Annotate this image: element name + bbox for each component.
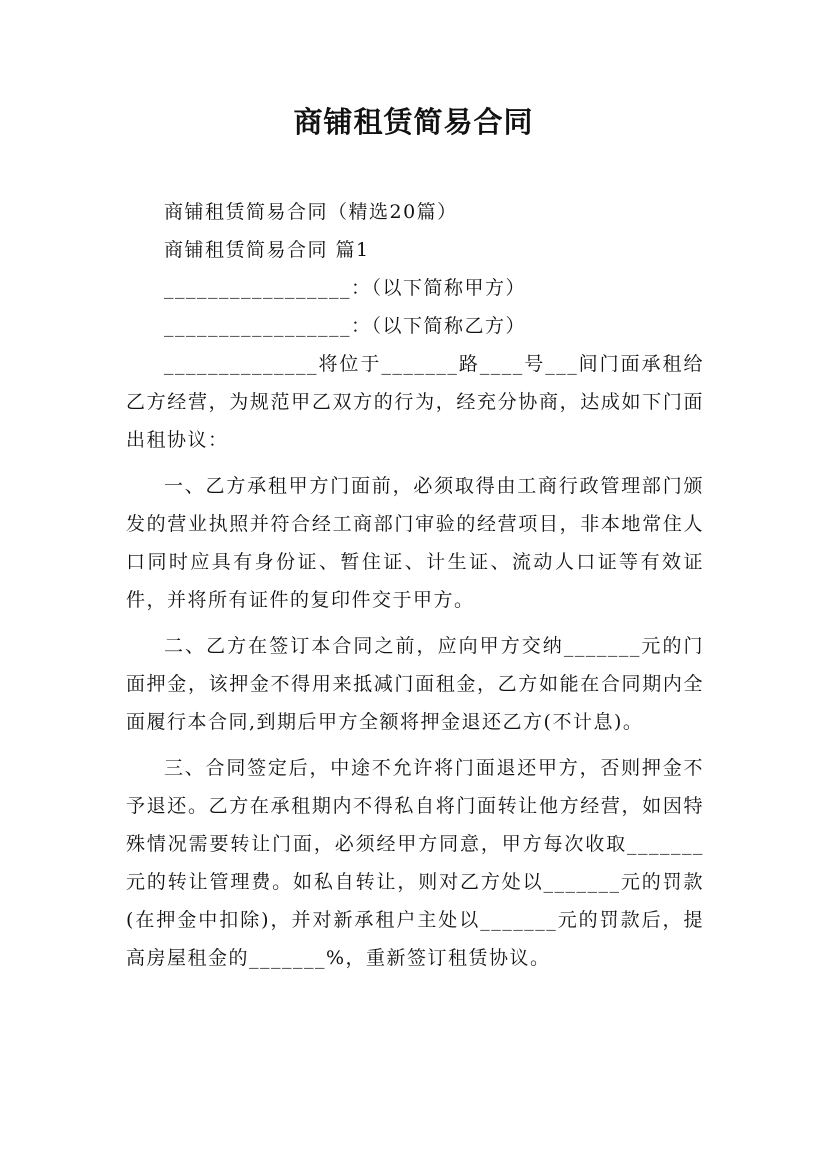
- party-b-line: _________________：（以下简称乙方）: [164, 315, 527, 337]
- document-title: 商铺租赁简易合同: [293, 105, 534, 139]
- clause-2: 二、乙方在签订本合同之前，应向甲方交纳_______元的门面押金，该押金不得用来抵减门面租金，乙方如能在合同期内全面履行本合同,到期后甲方全额将押金退还乙方(不计息)。: [126, 635, 704, 733]
- section-heading: 商铺租赁简易合同 篇1: [164, 239, 370, 261]
- clause-1: 一、乙方承租甲方门面前，必须取得由工商行政管理部门颁发的营业执照并符合经工商部门审验的经营项目，非本地常住人口同时应具有身份证、暂住证、计生证、流动人口证等有效证件，并将所有证件的复印件交于甲方。: [126, 475, 704, 611]
- party-a-line: _________________：（以下简称甲方）: [164, 277, 527, 299]
- clause-3: 三、合同签定后，中途不允许将门面退还甲方，否则押金不予退还。乙方在承租期内不得私自将门面转让他方经营，如因特殊情况需要转让门面，必须经甲方同意，甲方每次收取_______元的转让管理费。如私自转让，则对乙方处以_______元的罚款(在押金中扣除)，并对新承租户主处以_______元的罚款后，提高房屋租金的_______%，重新签订租赁协议。: [126, 757, 704, 969]
- intro-paragraph: ______________将位于_______路____号___间门面承租给乙方经营，为规范甲乙双方的行为，经充分协商，达成如下门面出租协议：: [126, 353, 704, 451]
- document-body: [126, 193, 704, 977]
- subtitle-line: 商铺租赁简易合同（精选20篇）: [164, 201, 458, 223]
